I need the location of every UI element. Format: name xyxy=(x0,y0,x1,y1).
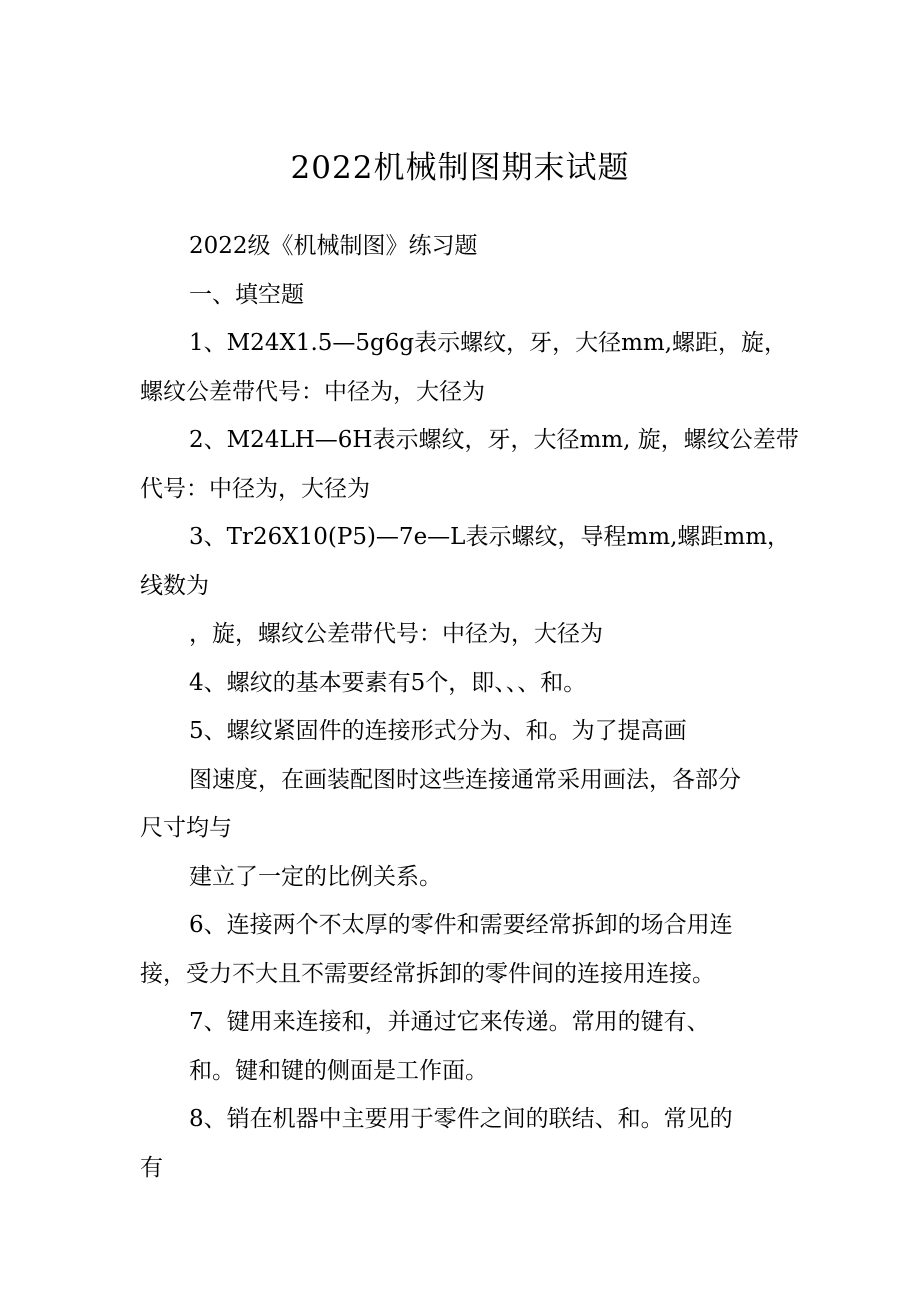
document-title: 2022机械制图期末试题 xyxy=(290,150,630,186)
text-line: 有 xyxy=(140,1154,163,1181)
text-line: 8、销在机器中主要用于零件之间的联结、和。常见的 xyxy=(189,1106,733,1132)
text-line: 1、M24X1.5—5g6g表示螺纹，牙，大径mm,螺距，旋， xyxy=(189,330,788,356)
text-line: 7、键用来连接和，并通过它来传递。常用的键有、 xyxy=(189,1009,710,1035)
text-line: 图速度，在画装配图时这些连接通常采用画法，各部分 xyxy=(189,766,741,793)
text-line: 建立了一定的比例关系。 xyxy=(189,863,442,890)
text-line: 代号：中径为，大径为 xyxy=(140,475,370,502)
text-line: 2022级《机械制图》练习题 xyxy=(189,233,478,259)
text-line: 线数为 xyxy=(140,572,209,599)
text-line: 4、螺纹的基本要素有5个，即、、、和。 xyxy=(189,669,587,696)
text-line: 一、填空题 xyxy=(189,281,304,308)
text-line: 6、连接两个不太厚的零件和需要经常拆卸的场合用连 xyxy=(189,912,733,938)
text-line: 5、螺纹紧固件的连接形式分为、和。为了提高画 xyxy=(189,718,687,744)
text-line: 和。键和键的侧面是工作面。 xyxy=(189,1057,488,1084)
text-line: 螺纹公差带代号：中径为，大径为 xyxy=(140,378,485,405)
text-line: ，旋，螺纹公差带代号：中径为，大径为 xyxy=(189,621,603,647)
text-line: 2、M24LH—6H表示螺纹，牙，大径mm, 旋，螺纹公差带 xyxy=(189,427,799,453)
text-line: 尺寸均与 xyxy=(140,815,232,841)
text-line: 3、Tr26X10(P5)—7e—L表示螺纹，导程mm,螺距mm， xyxy=(189,524,790,550)
document-body xyxy=(140,222,800,1192)
text-line: 接，受力不大且不需要经常拆卸的零件间的连接用连接。 xyxy=(140,960,715,987)
